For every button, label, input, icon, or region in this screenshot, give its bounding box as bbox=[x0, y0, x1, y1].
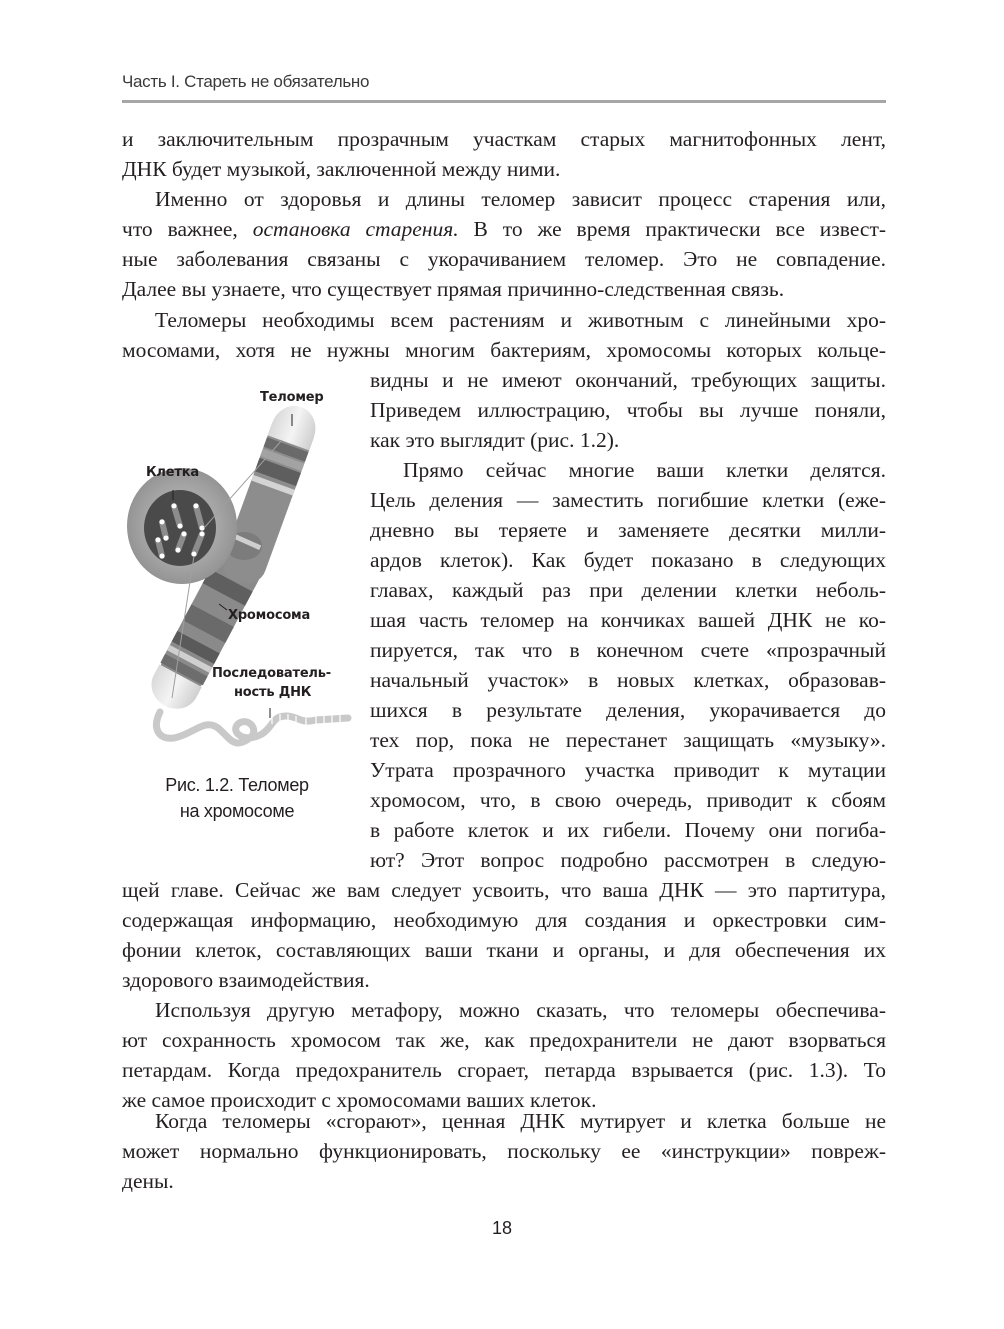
label-telomere: Теломер bbox=[260, 390, 324, 405]
caption-line: Рис. 1.2. Теломер bbox=[165, 775, 309, 795]
chromosome-illustration-icon bbox=[122, 378, 358, 778]
cell bbox=[127, 468, 237, 584]
paragraph-1 bbox=[122, 124, 886, 184]
text-line: шая часть теломер на кончиках вашей ДНК не ко- bbox=[370, 608, 886, 632]
text-span: что важнее, bbox=[122, 217, 253, 241]
text-line: ют сохранность хромосом так же, как предохранители не дают взорваться bbox=[122, 1028, 886, 1052]
label-dna-sequence-line2: ность ДНК bbox=[234, 685, 312, 700]
text-line: Именно от здоровья и длины теломер зависит процесс старения или, bbox=[155, 187, 886, 211]
text-line: главах, каждый раз при делении клетки неболь- bbox=[370, 578, 886, 602]
paragraph-3 bbox=[122, 305, 886, 365]
paragraph-5 bbox=[122, 995, 886, 1115]
label-chromosome: Хромосома bbox=[228, 608, 311, 623]
text-line bbox=[122, 214, 886, 244]
text-line: петардам. Когда предохранитель сгорает, петарда взрывается (рис. 1.3). То bbox=[122, 1058, 886, 1082]
text-line: Далее вы узнаете, что существует прямая причинно-следственная связь. bbox=[122, 277, 785, 301]
text-line: начальный участок» в новых клетках, образовав- bbox=[370, 668, 886, 692]
text-line: ют? Этот вопрос подробно рассмотрен в следую- bbox=[370, 848, 886, 872]
text-line: же самое происходит с хромосомами ваших клеток. bbox=[122, 1088, 597, 1112]
text-line: здорового взаимодействия. bbox=[122, 968, 370, 992]
text-line: как это выглядит (рис. 1.2). bbox=[370, 428, 620, 452]
text-line: Используя другую метафору, можно сказать, что теломеры обеспечива- bbox=[155, 998, 886, 1022]
figure-caption bbox=[122, 772, 352, 824]
text-line: ардов клеток). Как будет показано в следующих bbox=[370, 548, 886, 572]
caption-line: на хромосоме bbox=[179, 801, 295, 821]
label-dna-sequence-line1: Последователь- bbox=[212, 666, 331, 681]
text-span: В то же время практически все извест- bbox=[458, 217, 887, 241]
text-line: ные заболевания связаны с укорачиванием теломер. Это не совпадение. bbox=[122, 247, 886, 271]
figure-telomere-chromosome bbox=[122, 378, 358, 778]
text-line: может нормально функционировать, поскольку ее «инструкции» повреж- bbox=[122, 1139, 886, 1163]
label-cell: Клетка bbox=[146, 465, 199, 480]
dna-strand bbox=[156, 712, 348, 743]
text-line: Когда теломеры «сгорают», ценная ДНК мутирует и клетка больше не bbox=[155, 1109, 886, 1133]
text-line: дены. bbox=[122, 1169, 174, 1193]
italic-emphasis: остановка старения. bbox=[252, 217, 459, 241]
header-rule bbox=[122, 100, 886, 103]
running-head: Часть I. Стареть не обязательно bbox=[122, 72, 370, 91]
text-line: Теломеры необходимы всем растениям и животным с линейными хро- bbox=[155, 308, 886, 332]
text-line: фонии клеток, составляющих ваши ткани и органы, и для обеспечения их bbox=[122, 938, 886, 962]
paragraph-6 bbox=[122, 1106, 886, 1196]
page-number: 18 bbox=[491, 1218, 513, 1238]
text-line: и заключительным прозрачным участкам старых магнитофонных лент, bbox=[122, 127, 886, 151]
text-line: Прямо сейчас многие ваши клетки делятся. bbox=[403, 458, 886, 482]
text-line: Приведем иллюстрацию, чтобы вы лучше поняли, bbox=[370, 398, 886, 422]
text-line: щей главе. Сейчас же вам следует усвоить, что ваша ДНК — это партитура, bbox=[122, 878, 886, 902]
text-line: Цель деления — заместить погибшие клетки (еже- bbox=[370, 488, 886, 512]
text-line: Утрата прозрачного участка приводит к мутации bbox=[370, 758, 886, 782]
wrapped-text-column bbox=[370, 365, 886, 875]
text-line: ДНК будет музыкой, заключенной между ними. bbox=[122, 157, 561, 181]
text-line: шихся в результате деления, укорачивается до bbox=[370, 698, 886, 722]
paragraph-2 bbox=[122, 184, 886, 304]
paragraph-4-continued bbox=[122, 875, 886, 995]
text-line: пируется, так что в конечном счете «прозрачный bbox=[370, 638, 886, 662]
text-line: тех пор, пока не перестанет защищать «музыку». bbox=[370, 728, 886, 752]
text-line: хромосом, что, в свою очередь, приводит к сбоям bbox=[370, 788, 886, 812]
text-line: содержащая информацию, необходимую для создания и оркестровки сим- bbox=[122, 908, 886, 932]
text-line: в работе клеток и их гибели. Почему они погиба- bbox=[370, 818, 886, 842]
text-line: дневно вы теряете и заменяете десятки милли- bbox=[370, 518, 886, 542]
text-line: видны и не имеют окончаний, требующих защиты. bbox=[370, 368, 886, 392]
text-line: мосомами, хотя не нужны многим бактериям, хромосомы которых кольце- bbox=[122, 338, 886, 362]
